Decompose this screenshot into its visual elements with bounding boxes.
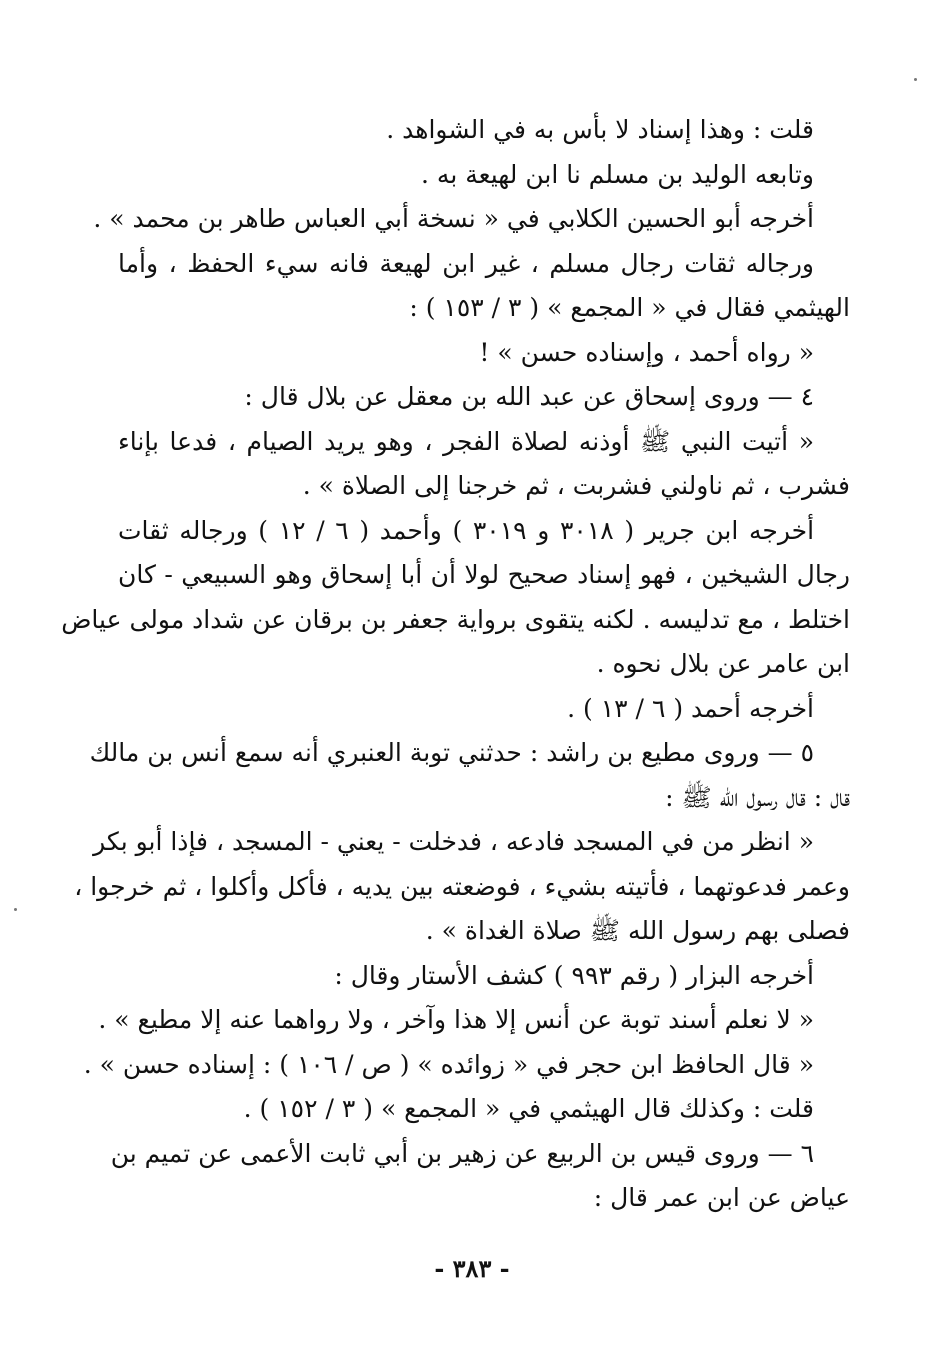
text-line: اختلط ، مع تدليسه . لكنه يتقوى برواية جعفر بن برقان عن شداد مولى عياض [61,604,850,634]
text-line: أخرجه البزار ( رقم ٩٩٣ ) كشف الأستار وقال : [334,960,814,990]
text-line: ابن عامر عن بلال نحوه . [596,649,850,678]
text-line: الهيثمي فقال في « المجمع » ( ٣ / ١٥٣ ) : [409,293,850,322]
page-number: - ٣٨٣ - [434,1254,510,1283]
text-line: أخرجه أحمد ( ٦ / ١٣ ) . [567,693,814,723]
page-body [61,108,850,1221]
text-line: « لا نعلم أسند توبة عن أنس إلا هذا وآخر ، ولا رواهما عنه إلا مطيع » . [98,1005,814,1034]
text-line: ورجاله ثقات رجال مسلم ، غير ابن لهيعة فانه سيء الحفظ ، وأما [118,248,814,278]
text-line: فصلى بهم رسول الله ﷺ صلاة الغداة » . [425,916,850,945]
text-line: وتابعه الوليد بن مسلم نا ابن لهيعة به . [421,159,814,189]
text-line: « رواه أحمد ، وإسناده حسن » ! [479,337,814,367]
text-line: قلت : وكذلك قال الهيثمي في « المجمع » ( ٣ / ١٥٢ ) . [243,1094,814,1123]
scan-speck [914,78,917,81]
text-line: قلت : وهذا إسناد لا بأس به في الشواهد . [386,115,814,144]
text-line: أخرجه أبو الحسين الكلابي في « نسخة أبي العباس طاهر بن محمد » . [93,204,814,233]
text-line: ٤ — وروى إسحاق عن عبد الله بن معقل عن بلال قال : [244,382,814,411]
text-line: « انظر من في المسجد فادعه ، فدخلت - يعني - المسجد ، فإذا أبو بكر [93,827,814,856]
text-line: ٥ — وروى مطيع بن راشد : حدثني توبة العنبري أنه سمع أنس بن مالك [89,738,814,767]
text-line: رجال الشيخين ، فهو إسناد صحيح لولا أن أبا إسحاق وهو السبيعي - كان [118,560,850,589]
text-line: أخرجه ابن جرير ( ٣٠١٨ و ٣٠١٩ ) وأحمد ( ٦ / ١٢ ) ورجاله ثقات [118,515,815,545]
text-line: ٦ — وروى قيس بن الربيع عن زهير بن أبي ثابت الأعمى عن تميم بن [110,1138,814,1168]
text-line: « قال الحافظ ابن حجر في « زوائده » ( ص / ١٠٦ ) : إسناده حسن » . [83,1049,814,1079]
text-line: قال : قال رسول الله ﷺ : [665,782,850,812]
text-line: وعمر فدعوتهما ، فأتيته بشيء ، فوضعته بين يديه ، فأكل وأكلوا ، ثم خرجوا ، [74,871,850,901]
text-line: « أتيت النبي ﷺ أوذنه لصلاة الفجر ، وهو يريد الصيام ، فدعا بإناء [118,426,814,456]
scan-speck [14,908,17,911]
text-line: عياض عن ابن عمر قال : [593,1183,850,1212]
text-line: فشرب ، ثم ناولني فشربت ، ثم خرجنا إلى الصلاة » . [302,471,850,500]
